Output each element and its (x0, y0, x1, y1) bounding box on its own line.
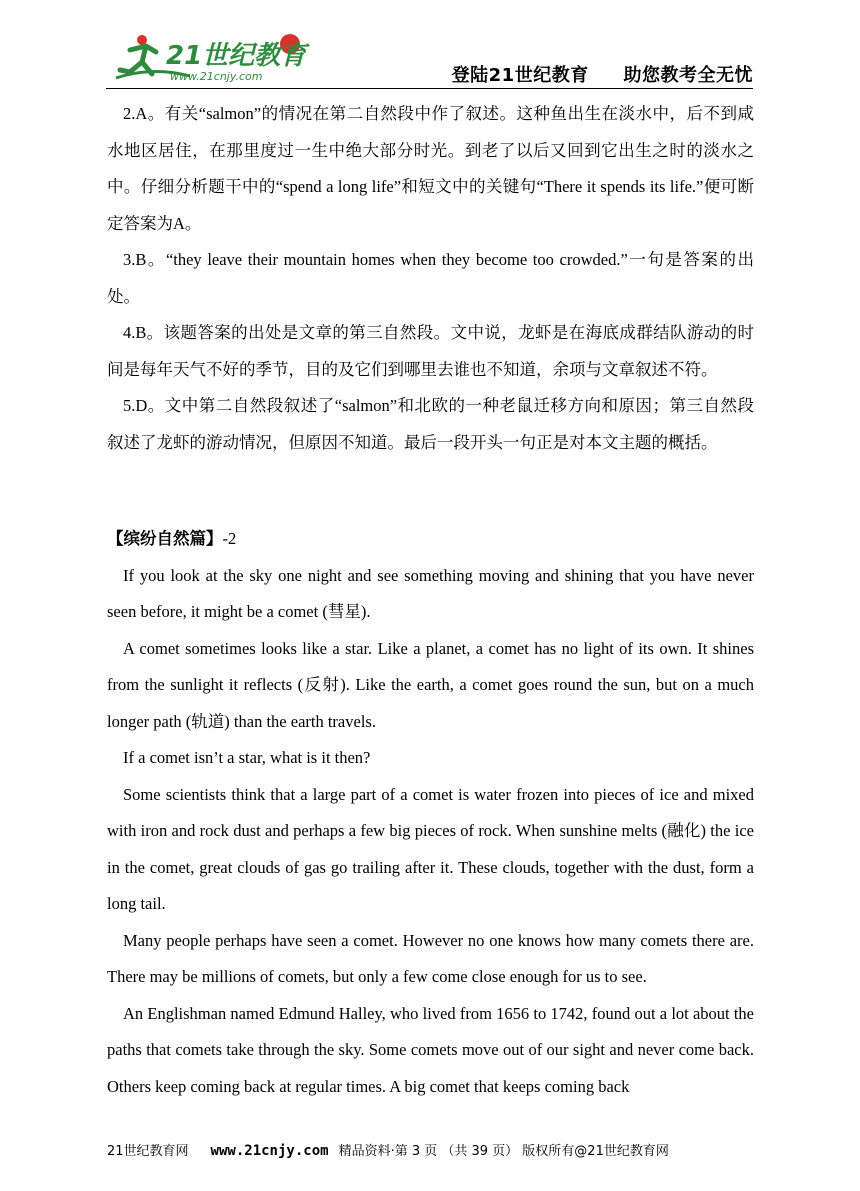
page-header (0, 0, 860, 95)
footer-url-link[interactable]: www.21cnjy.com (210, 1143, 329, 1159)
page-footer (107, 1140, 754, 1159)
passage-paragraph-3: If a comet isn’t a star, what is it then? (123, 748, 371, 767)
slogan-login: 登陆21世纪教育 (451, 65, 589, 86)
section-title (107, 521, 754, 558)
answer-explanation-2: 2.A。有关“salmon”的情况在第二自然段中作了叙述。这种鱼出生在淡水中，后不到咸水地区居住，在那里度过一生中绝大部分时光。到老了以后又回到它出生之时的淡水之中。仔细分析题干中的“spend a long life”和短文中的关键句“There it spends its life.”便可断定答案为A。 (107, 104, 754, 233)
passage-paragraph-1: If you look at the sky one night and see something moving and shining that you have never seen before, it might be a comet (彗星). (107, 565, 754, 621)
header-divider (106, 88, 753, 89)
passage-paragraph-6: An Englishman named Edmund Halley, who lived from 1656 to 1742, found out a lot about the paths that comets take through the sky. Some comets move out of our sight and never come back. Others keep coming back at regular times. A big comet that keeps coming back (107, 1003, 754, 1096)
passage-paragraph-5: Many people perhaps have seen a comet. However no one knows how many comets there are. There may be millions of comets, but only a few come close enough for us to see. (107, 930, 754, 986)
answer-explanation-4: 4.B。该题答案的出处是文章的第三自然段。文中说，龙虾是在海底成群结队游动的时间是每年天气不好的季节，目的及它们到哪里去谁也不知道，余项与文章叙述不符。 (107, 323, 754, 379)
passage-paragraph-4: Some scientists think that a large part of a comet is water frozen into pieces of ice and mixed with iron and rock dust and perhaps a few big pieces of rock. When sunshine melts (融化) the ice in the comet, great clouds of gas go trailing after it. These clouds, together with the dust, form a long tail. (107, 784, 754, 913)
section-title-suffix: -2 (222, 529, 237, 548)
section-title-text: 【缤纷自然篇】 (107, 529, 223, 548)
page-content (107, 96, 754, 1105)
passage-paragraph-2: A comet sometimes looks like a star. Like a planet, a comet has no light of its own. It shines from the sunlight it reflects (反射). Like the earth, a comet goes round the sun, but on a much longer path (轨道) than the earth travels. (107, 638, 754, 731)
slogan-motto: 助您教考全无忧 (623, 65, 753, 86)
logo-url: www.21cnjy.com (170, 70, 263, 83)
section-spacer (107, 461, 754, 521)
logo-text: 21世纪教育 (166, 41, 307, 71)
answer-explanation-3: 3.B。“they leave their mountain homes when they become too crowded.”一句是答案的出处。 (107, 250, 754, 306)
footer-page-info: 精品资料·第 3 页 （共 39 页） 版权所有@21世纪教育网 (338, 1144, 669, 1159)
site-logo (112, 30, 312, 86)
answer-explanation-5: 5.D。文中第二自然段叙述了“salmon”和北欧的一种老鼠迁移方向和原因；第三自然段叙述了龙虾的游动情况，但原因不知道。最后一段开头一句正是对本文主题的概括。 (107, 396, 754, 452)
header-slogans (424, 61, 753, 87)
footer-site-name: 21世纪教育网 (107, 1144, 189, 1159)
